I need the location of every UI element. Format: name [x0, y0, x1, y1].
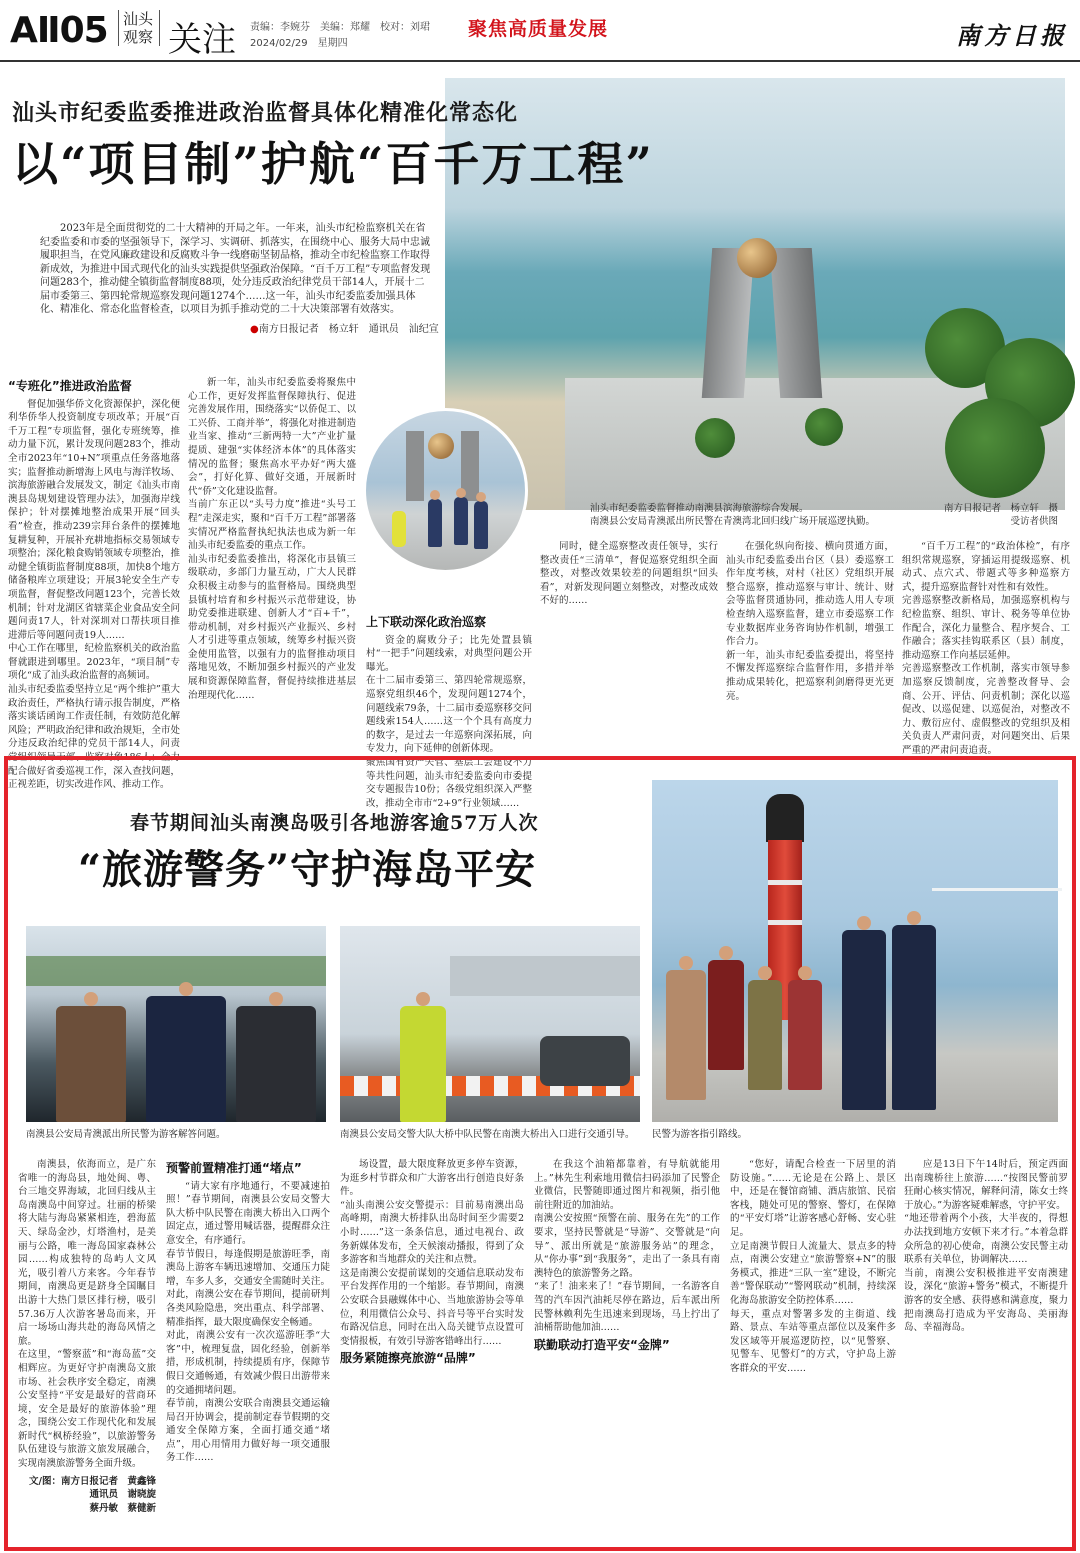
article1-subhead-1: “专班化”推进政治监督: [8, 379, 132, 393]
issue-date: 2024/02/29 星期四: [250, 38, 348, 49]
article1-byline: ●南方日报记者 杨立轩 通讯员 汕纪宣: [250, 324, 439, 335]
article1-byline-text: 南方日报记者 杨立轩 通讯员 汕纪宣: [258, 324, 439, 335]
article2-byline: 文/图：南方日报记者 黄鑫锋 通讯员 谢晓旋 蔡丹敏 蔡健新: [29, 1475, 156, 1514]
article1-photo-caption: 汕头市纪委监委监督推动南澳县滨海旅游综合发展。 南澳县公安局青澳派出所民警在青澳湾北回归线广场开展巡逻执勤。: [590, 503, 876, 527]
region-label: 汕头观察: [118, 10, 160, 46]
article2-subhead-1: 预警前置精准打通“堵点”: [166, 1161, 302, 1175]
article2-column-3: [340, 1158, 524, 1542]
article1-column-2: [188, 376, 356, 748]
article2-col3-text: 场设置，最大限度释放更多停车资源，为逛乡村节群众和广大游客出行创造良好条件。 “汕头南澳公安交警提示：目前易南澳出岛高峰期，南澳大桥排队出岛时间至少需要2小时……”这一条条信息，通过电视台、政务新媒体发布，全天候滚动播报，得到了众多游客和当地群众的关注和点赞。 这是南澳公安提前谋划的交通信息联动发布平台发挥作用的一个缩影。春节期间，南澳公安联合县融媒体中心、当地旅游协会等单位，利用微信公众号、抖音号等平台实时发布路况信息，同时在出入岛关键节点设置可变情报板，有效引导游客错峰出行……: [340, 1159, 524, 1347]
topic-banner: 聚焦高质量发展: [468, 18, 609, 40]
article2-caption-2: 南澳县公安局交警大队大桥中队民警在南澳大桥出入口进行交通引导。: [340, 1129, 635, 1140]
article1-photo-credit: 南方日报记者 杨立轩 摄 受访者供图: [944, 503, 1059, 527]
page-number: AⅡ05: [10, 10, 108, 51]
article1-column-3: [366, 612, 532, 809]
officer-assisting-tourist-photo: [26, 926, 326, 1122]
article2-column-1: [18, 1158, 156, 1542]
article1-column-1: [8, 376, 180, 791]
article2-subhead-2: 服务紧随擦亮旅游“品牌”: [340, 1351, 476, 1366]
article1-col1-text: 督促加强华侨文化资源保护，深化便利华侨华人投资制度专项改革；开展“百千万工程”专项监督，强化专班统筹，推动力量下沉，累计发现问题283个，推动全市2023年“10+N”项重点任务落地落实；监督推动新增海上风电与海洋牧场、滨海旅游融合发展发文，制定《汕头市南澳县岛规划建设管理办法》，加强海岸线保护；针对摆摊地整治成果开展“回头看”检查，推动239宗拜台条件的摆摊地复耕复种，开展补充耕地指标交易领域专项整治；深化粮食购销领域专项整治，推动健全镇街监督制度88项，加快8个地方储备粮库立项建设；开展3轮安全生产专项监督，督促整改问题123个，完善长效机制；针对龙湖区省辖菜企业食品安全问题问责17人，针对深圳对口帮扶项目推进滞后等问题问责19人…… 中心工作在哪里，纪检监察机关的政治监督就跟进到哪里。2023年，“项目制”专项化“成了汕头政治监督的高频词。 汕头市纪委监委坚持立足“两个维护”重大政治责任，严格执行请示报告制度，严格落实谈话函询工作责任制，有效防范化解风险；严明政治纪律和政治规矩，全市处分违反政治纪律的党员干部14人，问责党组织领导干部、监察对象186人；全力配合做好省委巡视工作，深入查找问题，正视差距，切实改进作风、推动工作。: [8, 398, 180, 791]
section-title: 关注: [168, 20, 236, 60]
article2-title: “旅游警务”守护海岛平安: [78, 846, 537, 893]
article1-column-6: [902, 540, 1070, 756]
article2-column-2: [166, 1158, 330, 1542]
article2-column-5: [730, 1158, 896, 1542]
article1-col2-text: 新一年，汕头市纪委监委将聚焦中心工作，更好发挥监督保障执行、促进完善发展作用，围绕落实“以侨促工、以工兴侨、工商并举”，将强化对推进制造业当家、推动“三新两特一大”产业扩量提质、建强“实体经济本体”的具体落实情况的监督；聚焦高水平办好“两大盛会”，打好化算、做好交通，开展新时代“侨”文化建设监督。 当前广东正以“头号力度”推进“头号工程”走深走实，聚和“百千万工程”部署落实情况严格监督执纪执法也成为新一年汕头市纪委监委的重点工作。 汕头市纪委监委推出，将深化市县镇三级联动，多部门力量互动，广大人民群众积极主动参与的监督格局。围绕典型县镇村培育和乡村振兴示范带建设，协助党委推进联建、创新人才“百+千”，带动机制，对乡村振兴产业振兴、乡村人才引进等重点领域，统筹乡村振兴资金使用监管，以强有力的监督推动项目落地见效，不断加强乡村振兴的产业发展和资源保障监督，督促持续推进基层治理现代化……: [188, 377, 356, 701]
traffic-officer-bridge-photo: [340, 926, 640, 1122]
article1-col3-text: 资金的腐败分子；比先处置县镇村“一把手”问题线索，对典型问题公开曝光。 在十二届市委第三、第四轮常规巡察，巡察党组织46个，发现问题1274个，问题线索79条，十二届市委巡察移交问题线索154人……这一个个具有高度力的数字，是过去一年巡察向深拓展，向专发力，向下延伸的创新体现。 聚焦国有资产失管、基层工会建设不力等共性问题，汕头市纪委监委向市委提交专题报告10份；各级党组织深入严整改，推动全市市“2+9”行业领域……: [366, 634, 532, 809]
newspaper-logo: 南方日报: [956, 21, 1068, 50]
patrol-officers-photo: [363, 408, 528, 573]
article2-kicker: 春节期间汕头南澳岛吸引各地游客逾57万人次: [130, 812, 539, 834]
article1-col6-text: “百千万工程”的“政治体检”，有序组织常规巡察，穿插运用提级巡察、机动式、点穴式、带题式等多种巡察方式，提升巡察监督针对性和有效性。 完善巡察整改新格局，加强巡察机构与纪检监察、组织、审计、税务等单位协作配合，深化力量整合、程序契合、工作融合；落实挂钩联系区（县）制度，推动巡察工作向基层延伸。 完善巡察整改工作机制，落实市领导参加巡察反馈制度，完善整改督导、会商、公开、评估、问责机制；深化以巡促改、以巡促建、以巡促治，对整改不力、敷衍应付、虚假整改的党组织及相关负责人严肃问责，对问题突出、后果严重的严肃问责追责。: [902, 541, 1070, 756]
article2-col5-text: “您好，请配合检查一下居里的消防设施。”……无论是在公路上、景区中，还是在餐馆商铺、酒店旅馆、民宿客栈，随处可见的警察、警灯，在保障的“平安灯塔”让游客感心舒畅、安心驻足。 立足南澳节假日人流量大、景点多的特点，南澳公安建立“旅游警察+N”的服务模式，推进“三队一室”建设，不断完善“警保联动”“警网联动”机制，持续深化海岛旅游安全防控体系…… 每天，重点对警署多发的主街道、线路、景点、车站等重点部位以及案件多发区域等开展巡逻防控，以“见警察、见警车、见警灯”的方式，守护岛上游客群众的平安……: [730, 1159, 896, 1374]
article2-col4-text: 在我这个油箱都靠着，有导航就能用上。”林先生利索地用微信扫码添加了民警企业微信，民警随即通过图片和视频，指引他前往附近的加油站。 南澳公安按照“预警在前、服务在先”的工作要求，坚持民警就是“导游”、交警就是“向导”、派出所就是“旅游服务站”的理念，从“你办事”到“我服务”，走出了一条具有南澳特色的旅游警务之路。 “来了！油来来了！”春节期间，一名游客自驾的汽车因汽油耗尽停在路边，后车派出所民警林赖利先生迅速来到现场，马上拧出了油桶帮助他加油……: [534, 1159, 720, 1334]
article1-column-4: [540, 540, 718, 748]
article1-column-5: [726, 540, 894, 748]
article1-col4-text: 同时，健全巡察整改责任领导，实行整改责任“三清单”，督促巡察党组织全面整改，对整改效果较差的问题组织“回头看”，对新发现问题立刻整改，对整改成效不好的……: [540, 541, 718, 607]
article1-subhead-2: 上下联动深化政治巡察: [366, 615, 487, 629]
masthead: [0, 0, 1080, 62]
editor-credits: 责编：李婉芬 美编：郑耀 校对：刘珺: [250, 22, 430, 33]
article2-caption-1: 南澳县公安局青澳派出所民警为游客解答问题。: [26, 1129, 226, 1140]
article1-title: 以“项目制”护航“百千万工程”: [12, 137, 654, 191]
article2-column-6: [904, 1158, 1068, 1542]
article2-subhead-3: 联勤联动打造平安“金牌”: [534, 1337, 670, 1352]
article2-col2-text: “请大家有序地通行，不要减速拍照！”春节期间，南澳县公安局交警大队大桥中队民警在南澳大桥出入口两个固定点，通过警用喊话器，提醒群众注意安全，有序通行。 春节节假日，每逢假期是旅游旺季，南澳岛上游客车辆迅速增加、交通压力陡增，车多人多，交通安全需随时关注。对此，南澳公安在春节期间，提前研判各类风险隐患，突出重点、科学部署、精准指挥，最大限度确保安全畅通。 对此，南澳公安有一次次巡游旺季“大客”中，梳理复盘，固化经验，创新举措，形成机制，持续提质有序，保障节假日交通畅通，有效减少假日出游带来的交通拥堵问题。 春节前，南澳公安联合南澳县交通运输局召开协调会，提前制定春节假期的交通安全保障方案，全面打通交通“堵点”，用心用情用力做好每一项交通服务工作……: [166, 1180, 330, 1464]
article2-col1-text: 南澳县，依海而立，是广东省唯一的海岛县，地处闽、粤、台三地交界海域，北回归线从主岛南澳岛中间穿过。壮丽的桥梁将大陆与海岛紧紧相连，碧海蓝天、绿岛金沙，灯塔渔村，是美丽与公路，唯一海岛国家森林公园……构成独特的岛屿人文风光，吸引着八方来客。今年春节期间，南澳岛更是跻身全国瞩目出游十大热门景区排行榜，吸引57.36万人次游客暑岛而来，开启一场场山海共赴的海岛风情之旅。 在这里，“警察蓝”和“海岛蓝”交相辉应。为更好守护南澳岛文旅市场、社会秩序安全稳定，南澳公安坚持“平安是最好的营商环境，安全是最好的旅游体验”理念，围绕公安工作现代化和发展新时代“枫桥经验”，以旅游警务队伍建设与旅游文旅发展融合，实现南澳旅游警务全面升级。: [18, 1159, 156, 1470]
article2-column-4: [534, 1158, 720, 1542]
article1-col5-text: 在强化纵向衔接、横向贯通方面，汕头市纪委监委出台区（县）委巡察工作年度考核，对村（社区）党组织开展整合巡察，推动巡察与审计、统计、财会等监督贯通协同，推动选人用人专项检查纳入巡察监督，建立市委巡察工作专业数据库业务咨询协作机制，增强工作合力。 新一年，汕头市纪委监委提出，将坚持不懈发挥巡察综合监督作用，多措并举推动成果转化，把巡察利剑磨得更光更亮。: [726, 541, 894, 702]
article2-col6-text: 应是13日下午14时后，预定西面出南瑰桥往上旅游……“按图民警前罗狂耐心核实情况，解释问清，陈女士终于放心。”为游客疑难解惑，守护平安。 “地还带着两个小孩，大半夜的，得想办法找到地方安顿下来才行。”本着急群众所急的初心使命，南澳公安民警主动联系有关单位，协调解决…… 当前，南澳公安积极推进平安南澳建设，深化“旅游+警务”模式，不断提升游客的安全感、获得感和满意度，聚力把南澳岛打造成为平安海岛、美丽海岛、幸福海岛。: [904, 1159, 1068, 1334]
article2-caption-3: 民警为游客指引路线。: [652, 1129, 748, 1140]
article1-kicker: 汕头市纪委监委推进政治监督具体化精准化常态化: [12, 100, 519, 126]
article1-lead: 2023年是全面贯彻党的二十大精神的开局之年。一年来，汕头市纪检监察机关在省纪委监委和市委的坚强领导下，深学习、实调研、抓落实，在围绕中心、服务大局中忠诚履职担当，在党风廉政建设和反腐败斗争一线磨砺坚韧品格，推动全市纪检监察工作取得新成效，为推进中国式现代化的汕头实践提供坚强政治保障。“百千万工程”专项监督发现问题283个，推动健全镇街监督制度88项，处分违反政治纪律党员干部14人，开展十二届市委第三、第四轮常规巡察发现问题1274个……这一年，汕头市纪委监委加强具体化、精准化、常态化监督检查，以项目为抓手推动党的二十大决策部署有效落实。: [40, 223, 431, 315]
lighthouse-guidance-photo: [652, 780, 1058, 1122]
